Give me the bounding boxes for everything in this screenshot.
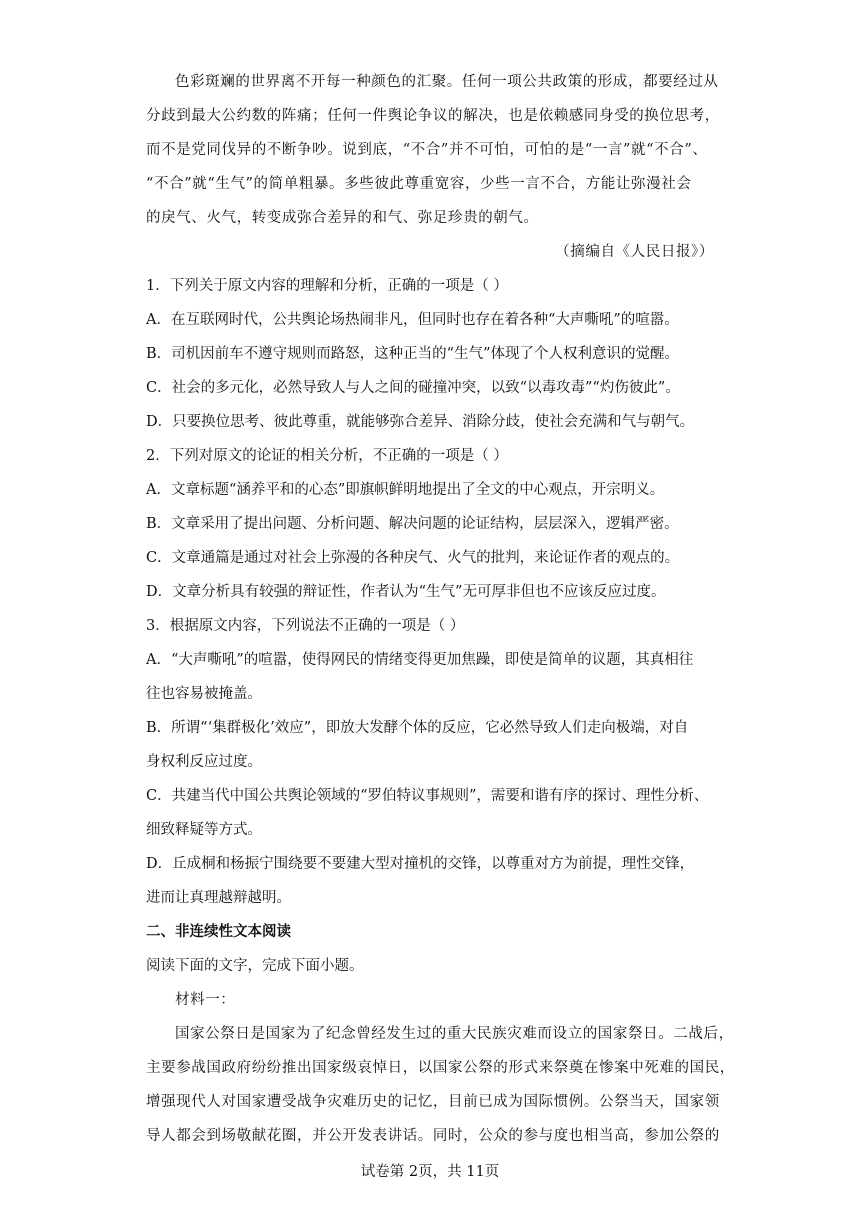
question-1-option-c: C．社会的多元化，必然导致人与人之间的碰撞冲突，以致“以毒攻毒”“灼伤彼此”。 bbox=[146, 380, 680, 396]
passage-line: 色彩斑斓的世界离不开每一种颜色的汇聚。任何一项公共政策的形成，都要经过从 bbox=[175, 74, 719, 90]
question-3-option-c: C．共建当代中国公共舆论领域的“罗伯特议事规则”，需要和谐有序的探讨、理性分析、 bbox=[146, 788, 709, 804]
question-1-option-d: D．只要换位思考、彼此尊重，就能够弥合差异、消除分歧，使社会充满和气与朝气。 bbox=[146, 414, 695, 430]
question-3-option-c-cont: 细致释疑等方式。 bbox=[146, 822, 262, 838]
question-2-stem: 2．下列对原文的论证的相关分析，不正确的一项是（ ） bbox=[146, 448, 508, 464]
question-3-option-d: D．丘成桐和杨振宁围绕要不要建大型对撞机的交锋，以尊重对方为前提，理性交锋， bbox=[146, 856, 695, 872]
material-label: 材料一： bbox=[175, 992, 236, 1008]
passage-line: 分歧到最大公约数的阵痛；任何一件舆论争议的解决，也是依赖感同身受的换位思考， bbox=[146, 108, 720, 124]
question-3-option-d-cont: 进而让真理越辩越明。 bbox=[146, 890, 291, 906]
question-1-option-b: B．司机因前车不遵守规则而路怒，这种正当的“生气”体现了个人权利意识的觉醒。 bbox=[146, 346, 679, 362]
material-line: 主要参战国政府纷纷推出国家级哀悼日，以国家公祭的形式来祭奠在惨案中死难的国民， bbox=[146, 1060, 735, 1076]
question-3-option-a: A．“大声嘶吼”的喧嚣，使得网民的情绪变得更加焦躁，即使是简单的议题，其真相往 bbox=[146, 652, 694, 668]
section-instruction: 阅读下面的文字，完成下面小题。 bbox=[146, 958, 364, 974]
question-2-option-c: C．文章通篇是通过对社会上弥漫的各种戾气、火气的批判，来论证作者的观点的。 bbox=[146, 550, 680, 566]
question-3-stem: 3．根据原文内容，下列说法不正确的一项是（ ） bbox=[146, 618, 465, 634]
material-line: 增强现代人对国家遭受战争灾难历史的记忆，目前已成为国际惯例。公祭当天，国家领 bbox=[146, 1094, 720, 1110]
question-2-option-b: B．文章采用了提出问题、分析问题、解决问题的论证结构，层层深入，逻辑严密。 bbox=[146, 516, 679, 532]
source-citation: （摘编自《人民日报》） bbox=[555, 244, 714, 260]
question-1-stem: 1．下列关于原文内容的理解和分析，正确的一项是（ ） bbox=[146, 278, 508, 294]
material-line: 国家公祭日是国家为了纪念曾经发生过的重大民族灾难而设立的国家祭日。二战后， bbox=[175, 1026, 734, 1042]
question-2-option-d: D．文章分析具有较强的辩证性，作者认为“生气”无可厚非但也不应该反应过度。 bbox=[146, 584, 666, 600]
passage-line: “不合”就“生气”的简单粗暴。多些彼此尊重宽容，少些一言不合，方能让弥漫社会 bbox=[146, 176, 692, 192]
passage-line: 的戾气、火气，转变成弥合差异的和气、弥足珍贵的朝气。 bbox=[146, 210, 539, 226]
page-footer: 试卷第 2页，共 11页 bbox=[360, 1164, 500, 1180]
question-3-option-b-cont: 身权利反应过度。 bbox=[146, 754, 262, 770]
section-heading: 二、非连续性文本阅读 bbox=[146, 924, 291, 940]
passage-line: 而不是党同伐异的不断争吵。说到底，“不合”并不可怕，可怕的是“一言”就“不合”、 bbox=[146, 142, 708, 158]
question-2-option-a: A．文章标题“涵养平和的心态”即旗帜鲜明地提出了全文的中心观点，开宗明义。 bbox=[146, 482, 665, 498]
question-1-option-a: A．在互联网时代，公共舆论场热闹非凡，但同时也存在着各种“大声嘶吼”的喧嚣。 bbox=[146, 312, 679, 328]
question-3-option-a-cont: 往也容易被掩盖。 bbox=[146, 686, 262, 702]
material-line: 导人都会到场敬献花圈，并公开发表讲话。同时，公众的参与度也相当高，参加公祭的 bbox=[146, 1128, 720, 1144]
question-3-option-b: B．所谓“‘集群极化’效应”，即放大发酵个体的反应，它必然导致人们走向极端，对自 bbox=[146, 720, 689, 736]
